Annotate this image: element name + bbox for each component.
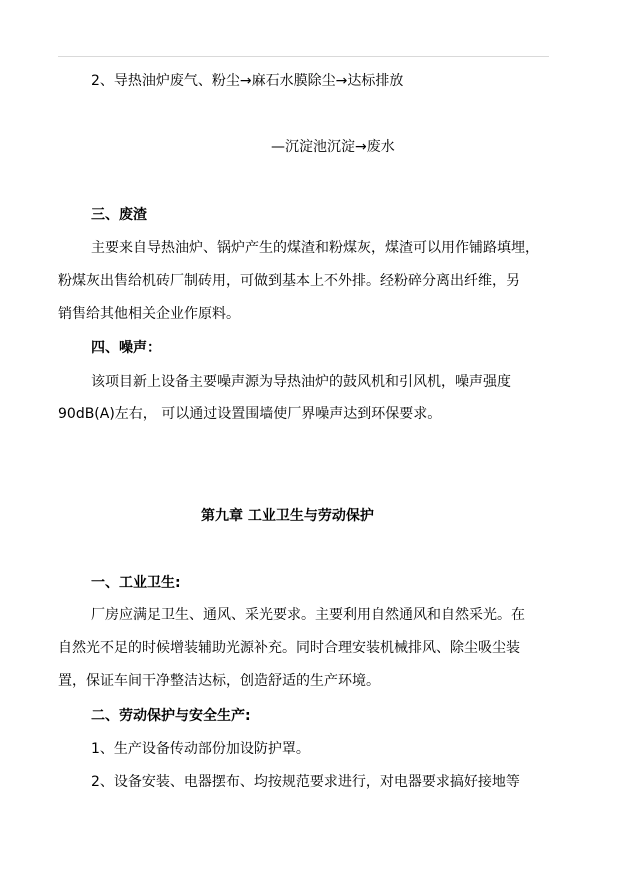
paragraph-line: 主要来自导热油炉、锅炉产生的煤渣和粉煤灰，煤渣可以用作铺路填埋，	[91, 240, 539, 256]
chapter-title: 第九章 工业卫生与劳动保护	[201, 508, 374, 524]
paragraph-line: 粉煤灰出售给机砖厂制砖用，可做到基本上不外排。经粉碎分离出纤维，另	[58, 273, 520, 289]
paragraph-line: 自然光不足的时候增装辅助光源补充。同时合理安装机械排风、除尘吸尘装	[58, 640, 520, 656]
section-heading-noise: 四、噪声：	[91, 340, 161, 356]
section-heading-waste: 三、废渣	[91, 207, 147, 223]
section-heading-hygiene: 一、工业卫生:	[91, 575, 181, 591]
list-item: 2、设备安装、电器摆布、均按规范要求进行，对电器要求搞好接地等	[91, 774, 520, 790]
paragraph-line: 置，保证车间干净整洁达标，创造舒适的生产环境。	[58, 673, 380, 689]
list-item: 1、生产设备传动部份加设防护罩。	[91, 741, 310, 757]
paragraph-line: 90dB(A)左右， 可以通过设置围墙使厂界噪声达到环保要求。	[58, 406, 442, 422]
header-rule	[58, 56, 549, 57]
section-heading-labor-protection: 二、劳动保护与安全生产:	[91, 708, 251, 724]
emission-item-2: 2、导热油炉废气、粉尘→麻石水膜除尘→达标排放	[91, 73, 404, 89]
paragraph-line: 该项目新上设备主要噪声源为导热油炉的鼓风机和引风机，噪声强度	[91, 374, 511, 390]
paragraph-line: 厂房应满足卫生、通风、采光要求。主要利用自然通风和自然采光。在	[91, 607, 525, 623]
paragraph-line: 销售给其他相关企业作原料。	[58, 306, 240, 322]
emission-item-2-continuation: —沉淀池沉淀→废水	[271, 139, 395, 155]
